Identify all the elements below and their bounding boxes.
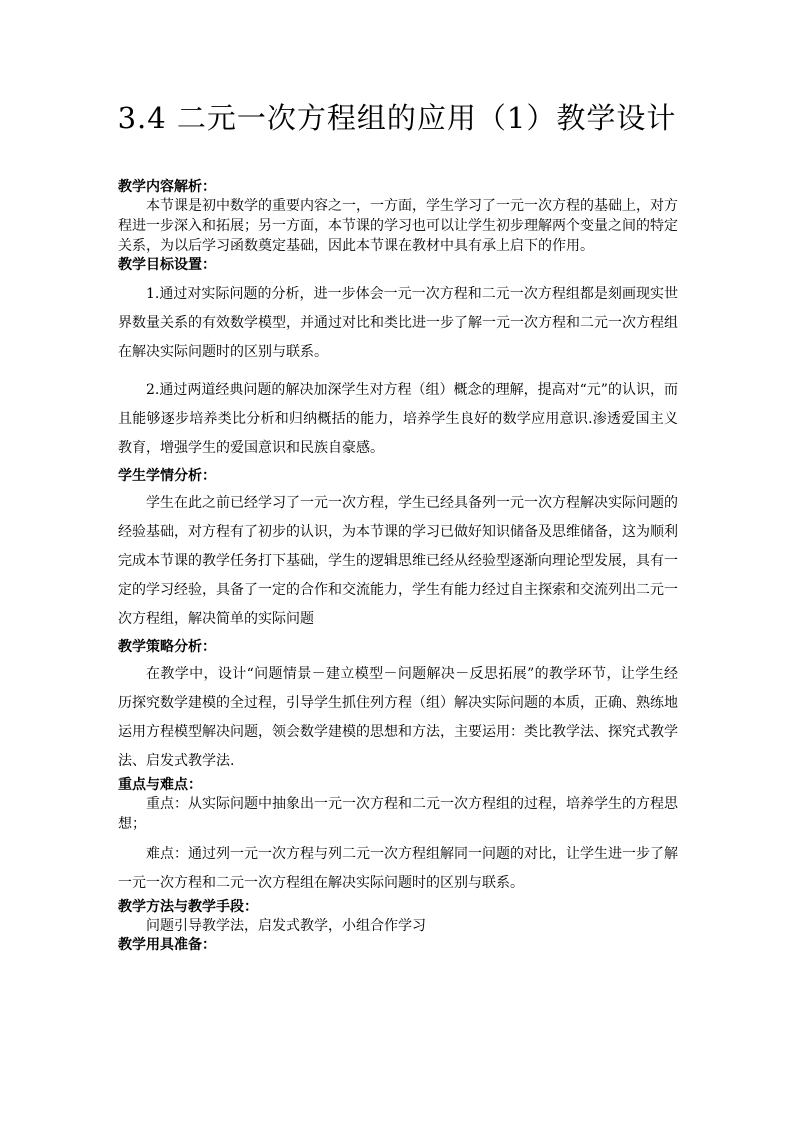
document-body xyxy=(118,178,678,954)
paragraph-key-point: 重点：从实际问题中抽象出一元一次方程和二元一次方程组的过程，培养学生的方程思想； xyxy=(118,796,678,832)
heading-student-analysis: 学生学情分析： xyxy=(118,468,216,484)
heading-methods: 教学方法与教学手段： xyxy=(118,899,258,915)
paragraph-difficult-point: 难点：通过列一元一次方程与列二元一次方程组解同一问题的对比，让学生进一步了解一元一次方程和二元一次方程组在解决实际问题时的区别与联系。 xyxy=(118,846,678,891)
heading-content-analysis: 教学内容解析： xyxy=(118,179,216,195)
paragraph-content-analysis: 本节课是初中数学的重要内容之一，一方面，学生学习了一元一次方程的基础上，对方程进一步深入和拓展；另一方面，本节课的学习也可以让学生初步理解两个变量之间的特定关系，为以后学习函数奠定基础，因此本节课在教材中具有承上启下的作用。 xyxy=(118,198,678,254)
heading-objectives: 教学目标设置： xyxy=(118,257,216,273)
paragraph-objective-1: 1.通过对实际问题的分析，进一步体会一元一次方程和二元一次方程组都是刻画现实世界数量关系的有效数学模型，并通过对比和类比进一步了解一元一次方程和二元一次方程组在解决实际问题时的区别与联系。 xyxy=(118,286,678,360)
paragraph-methods: 问题引导教学法，启发式教学，小组合作学习 xyxy=(146,918,426,934)
paragraph-strategy: 在教学中，设计“问题情景－建立模型－问题解决－反思拓展”的教学环节，让学生经历探究数学建模的全过程，引导学生抓住列方程（组）解决实际问题的本质，正确、熟练地运用方程模型解决问题，领会数学建模的思想和方法，主要运用：类比教学法、探究式教学法、启发式教学法. xyxy=(118,666,678,769)
heading-key-points: 重点与难点： xyxy=(118,777,202,793)
paragraph-student-analysis: 学生在此之前已经学习了一元一次方程，学生已经具备列一元一次方程解决实际问题的经验基础，对方程有了初步的认识，为本节课的学习已做好知识储备及思维储备，这为顺利完成本节课的教学任务打下基础，学生的逻辑思维已经从经验型逐渐向理论型发展，具有一定的学习经验，具备了一定的合作和交流能力，学生有能力经过自主探索和交流列出二元一次方程组，解决简单的实际问题 xyxy=(118,495,678,627)
paragraph-objective-2: 2.通过两道经典问题的解决加深学生对方程（组）概念的理解，提高对“元”的认识，而且能够逐步培养类比分析和归纳概括的能力，培养学生良好的数学应用意识.渗透爱国主义教育，增强学生的爱国意识和民族自豪感。 xyxy=(118,382,678,456)
heading-tools: 教学用具准备： xyxy=(118,937,216,953)
heading-strategy: 教学策略分析： xyxy=(118,639,216,655)
document-title: 3.4 二元一次方程组的应用（1）教学设计 xyxy=(117,101,677,135)
